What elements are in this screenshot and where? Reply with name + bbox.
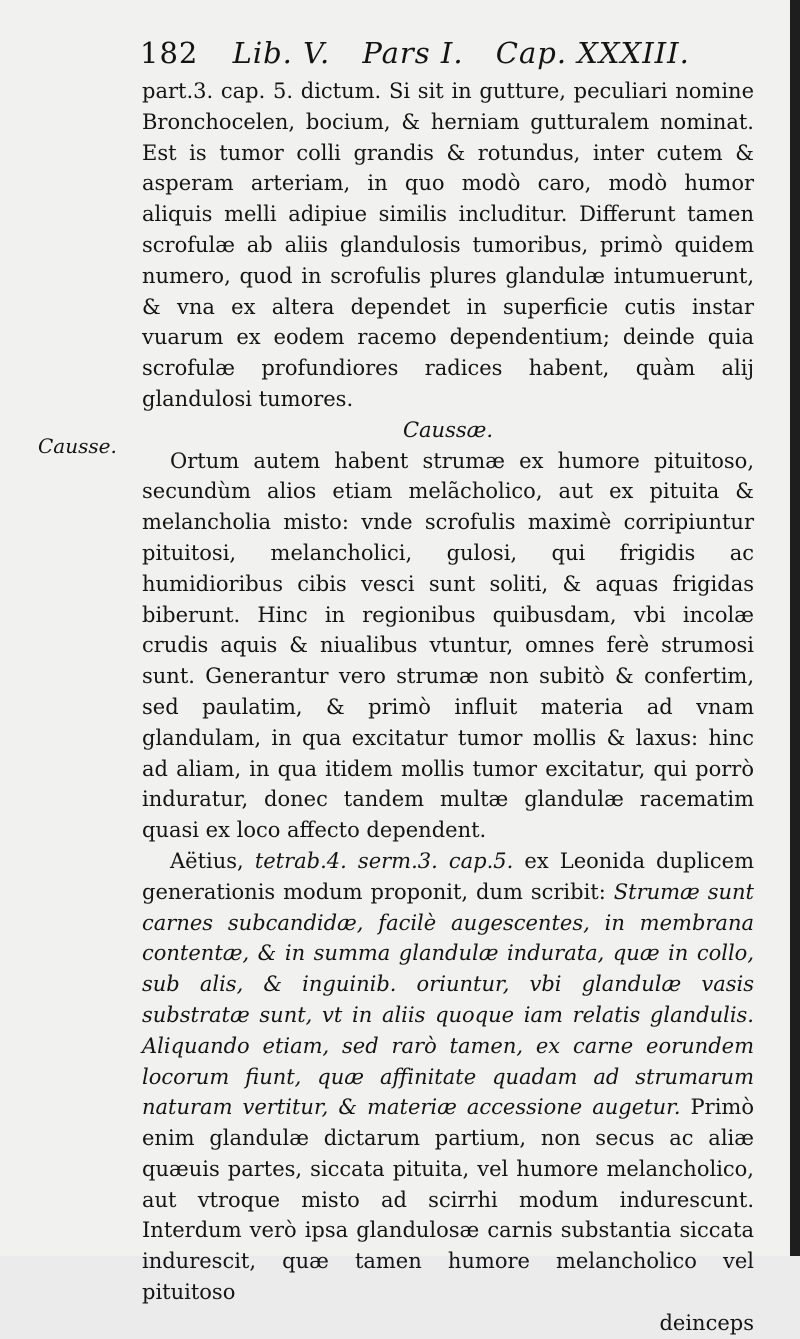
body-text: [142, 76, 754, 1339]
paragraph-3-lead: Aëtius,: [170, 848, 255, 873]
part-label: Pars I.: [362, 36, 464, 70]
margin-note: Causse.: [38, 434, 117, 458]
book-label: Lib. V.: [232, 36, 331, 70]
running-head: [140, 36, 740, 76]
paragraph-3-quotation: Strumæ sunt carnes subcandidæ, facilè augescentes, in membrana contentæ, & in summa glandulæ indurata, quæ in collo, sub alis, & inguinib. oriuntur, vbi glandulæ vasis substratæ sunt, vt in aliis quoque iam relatis glandulis. Aliquando etiam, sed rarò tamen, ex carne eorundem locorum fiunt, quæ affinitate quadam ad strumarum naturam vertitur, & materiæ accessione augetur.: [142, 879, 754, 1120]
page-edge-shadow: [790, 0, 800, 1256]
catchword: deinceps: [659, 1310, 754, 1335]
catchword-line: [142, 1308, 754, 1339]
folio-number: 182: [140, 36, 199, 70]
paragraph-3: [142, 846, 754, 1308]
chapter-label: Cap. XXXIII.: [495, 36, 690, 70]
section-heading: Caussæ.: [402, 417, 494, 442]
paragraph-3-reference: tetrab.4. serm.3. cap.5.: [254, 848, 514, 873]
paragraph-2: Ortum autem habent strumæ ex humore pituitoso, secundùm alios etiam melãcholico, aut ex pituita & melancholia misto: vnde scrofulis maximè corripiuntur pituitosi, melancholici, gulosi, qui frigidis ac humidioribus cibis vesci sunt soliti, & aquas frigidas biberunt. Hinc in regionibus quibusdam, vbi incolæ crudis aquis & niualibus vtuntur, omnes ferè strumosi sunt. Generantur vero strumæ non subitò & confertim, sed paulatim, & primò influit materia ad vnam glandulam, in qua excitatur tumor mollis & laxus: hinc ad aliam, in qua itidem mollis tumor excitatur, qui porrò induratur, donec tandem multæ glandulæ racematim quasi ex loco affecto dependent.: [142, 448, 754, 843]
paragraph-3-tail: Primò enim glandulæ dictarum partium, non secus ac aliæ quæuis partes, siccata pituita, vel humore melancholico, aut vtroque misto ad scirrhi modum indurescunt. Interdum verò ipsa glandulosæ carnis substantia siccata indurescit, quæ tamen humore melancholico vel pituitoso: [142, 1095, 754, 1305]
paragraph-3-mid: ex Leonida duplicem generationis modum proponit, dum scribit:: [142, 848, 754, 904]
paragraph-1: part.3. cap. 5. dictum. Si sit in gutture, peculiari nomine Bronchocelen, bocium, & herniam gutturalem nominat. Est is tumor colli grandis & rotundus, inter cutem & asperam arteriam, in quo modò caro, modò humor aliquis melli adipiue similis includitur. Differunt tamen scrofulæ ab aliis glandulosis tumoribus, primò quidem numero, quod in scrofulis plures glandulæ intumuerunt, & vna ex altera dependet in superficie cutis instar vuarum ex eodem racemo dependentium; deinde quia scrofulæ profundiores radices habent, quàm alij glandulosi tumores.: [142, 79, 754, 411]
